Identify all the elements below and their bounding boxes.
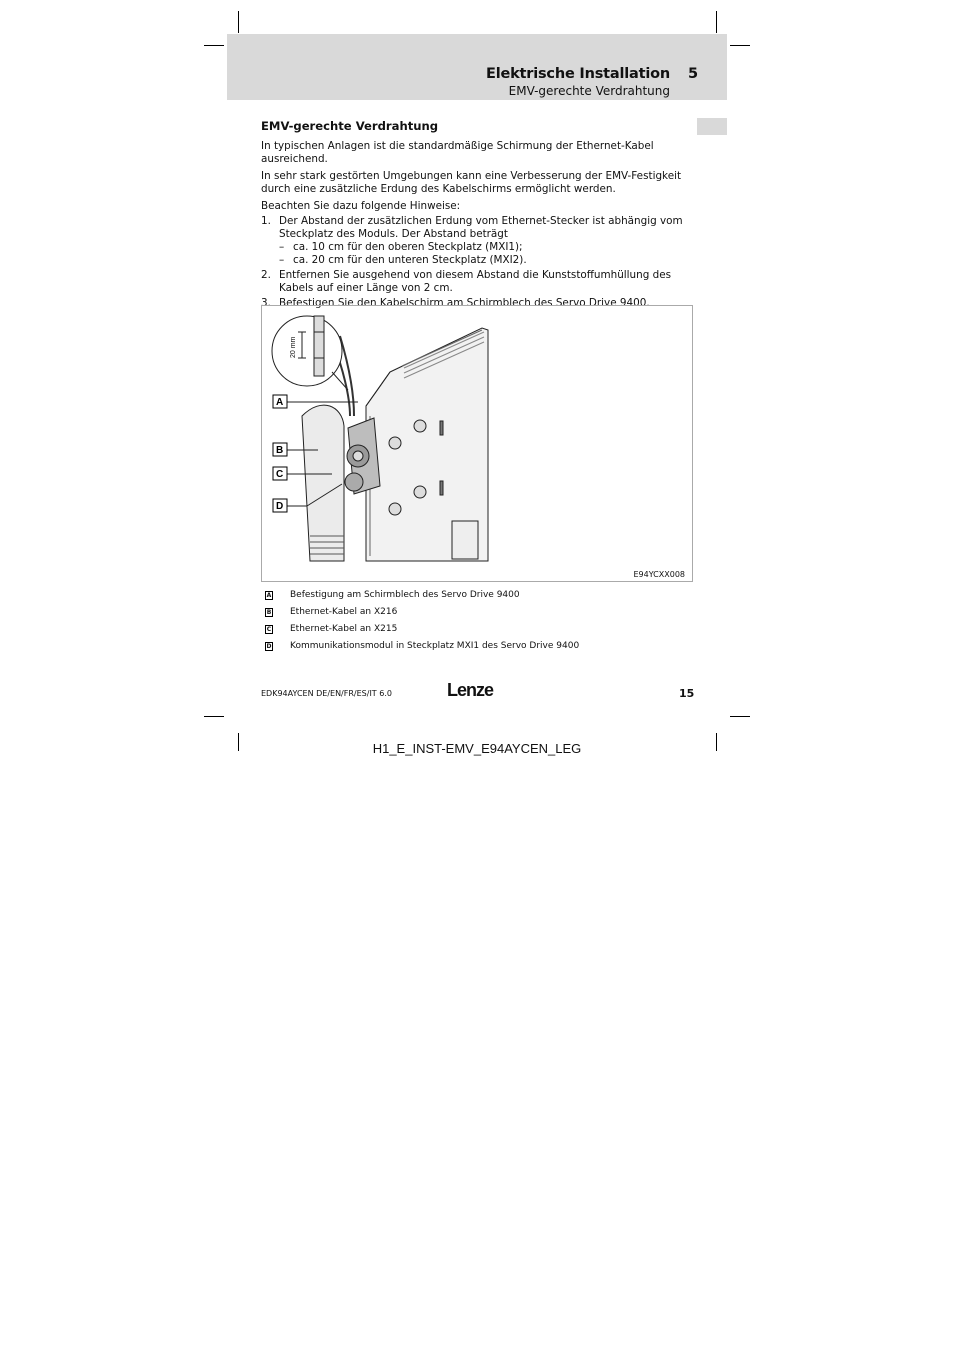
step-text: Der Abstand der zusätzlichen Erdung vom Ethernet-Stecker ist abhängig vom Steckplatz des Moduls. Der Abstand beträgt (279, 215, 683, 240)
crop-mark (204, 716, 224, 717)
section-title: EMV-gerechte Verdrahtung (261, 119, 439, 133)
crop-mark (204, 45, 224, 46)
chapter-title: Elektrische Installation (485, 66, 670, 82)
crop-mark (730, 45, 750, 46)
dimension-label: 20 mm (290, 336, 297, 358)
step-item (261, 269, 694, 295)
step-number: 1. (261, 215, 271, 227)
callout-b: B (276, 445, 284, 456)
chapter-side-tab (697, 118, 727, 135)
sub-item: – ca. 10 cm für den oberen Steckplatz (MXI1); (279, 241, 523, 253)
callout-c: C (276, 469, 284, 480)
callout-a: A (276, 397, 284, 408)
paragraph: Beachten Sie dazu folgende Hinweise: (261, 200, 461, 212)
step-number: 2. (261, 269, 271, 281)
lenze-logo: Lenze (447, 680, 494, 700)
legend-text: Kommunikationsmodul in Steckplatz MXI1 des Servo Drive 9400 (290, 641, 580, 651)
sub-item: – ca. 20 cm für den unteren Steckplatz (MXI2). (279, 254, 527, 266)
legend-key: C (266, 626, 272, 633)
legend-key: A (266, 592, 272, 599)
paragraph: In typischen Anlagen ist die standardmäßige Schirmung der Ethernet-Kabel ausreichend. (261, 140, 654, 165)
figure-frame (261, 305, 693, 582)
steps-list (261, 215, 694, 310)
section-content (261, 118, 694, 312)
step-text: Entfernen Sie ausgehend von diesem Abstand die Kunststoffumhüllung des Kabels auf einer Länge von 2 cm. (279, 269, 672, 294)
step-number: 3. (261, 297, 271, 309)
paragraph: In sehr stark gestörten Umgebungen kann eine Verbesserung der EMV-Festigkeit durch eine zusätzliche Erdung des Kabelschirms ermöglicht werden. (261, 170, 682, 195)
figure-id: E94YCXX008 (633, 570, 685, 579)
chapter-subtitle: EMV-gerechte Verdrahtung (508, 84, 670, 98)
callout-d: D (276, 501, 284, 512)
sub-item-text: ca. 10 cm für den oberen Steckplatz (MXI1); (293, 241, 523, 253)
crop-mark (238, 11, 239, 33)
legend-text: Ethernet-Kabel an X216 (290, 607, 398, 617)
legend-key: D (266, 643, 272, 650)
crop-mark (730, 716, 750, 717)
legend-text: Befestigung am Schirmblech des Servo Drive 9400 (290, 590, 520, 600)
step-text: Befestigen Sie den Kabelschirm am Schirmblech des Servo Drive 9400. (279, 297, 650, 309)
legend-key: B (266, 609, 272, 616)
installation-illustration (262, 306, 692, 581)
footer-doc-id: EDK94AYCEN DE/EN/FR/ES/IT 6.0 (261, 689, 392, 698)
crop-mark (716, 11, 717, 33)
chapter-number: 5 (688, 66, 699, 82)
sub-item-text: ca. 20 cm für den unteren Steckplatz (MXI2). (293, 254, 527, 266)
legend-text: Ethernet-Kabel an X215 (290, 624, 398, 634)
step-sublist (279, 241, 694, 267)
step-item (261, 215, 694, 267)
document-tag: H1_E_INST-EMV_E94AYCEN_LEG (372, 741, 582, 756)
page-number: 15 (679, 687, 695, 700)
